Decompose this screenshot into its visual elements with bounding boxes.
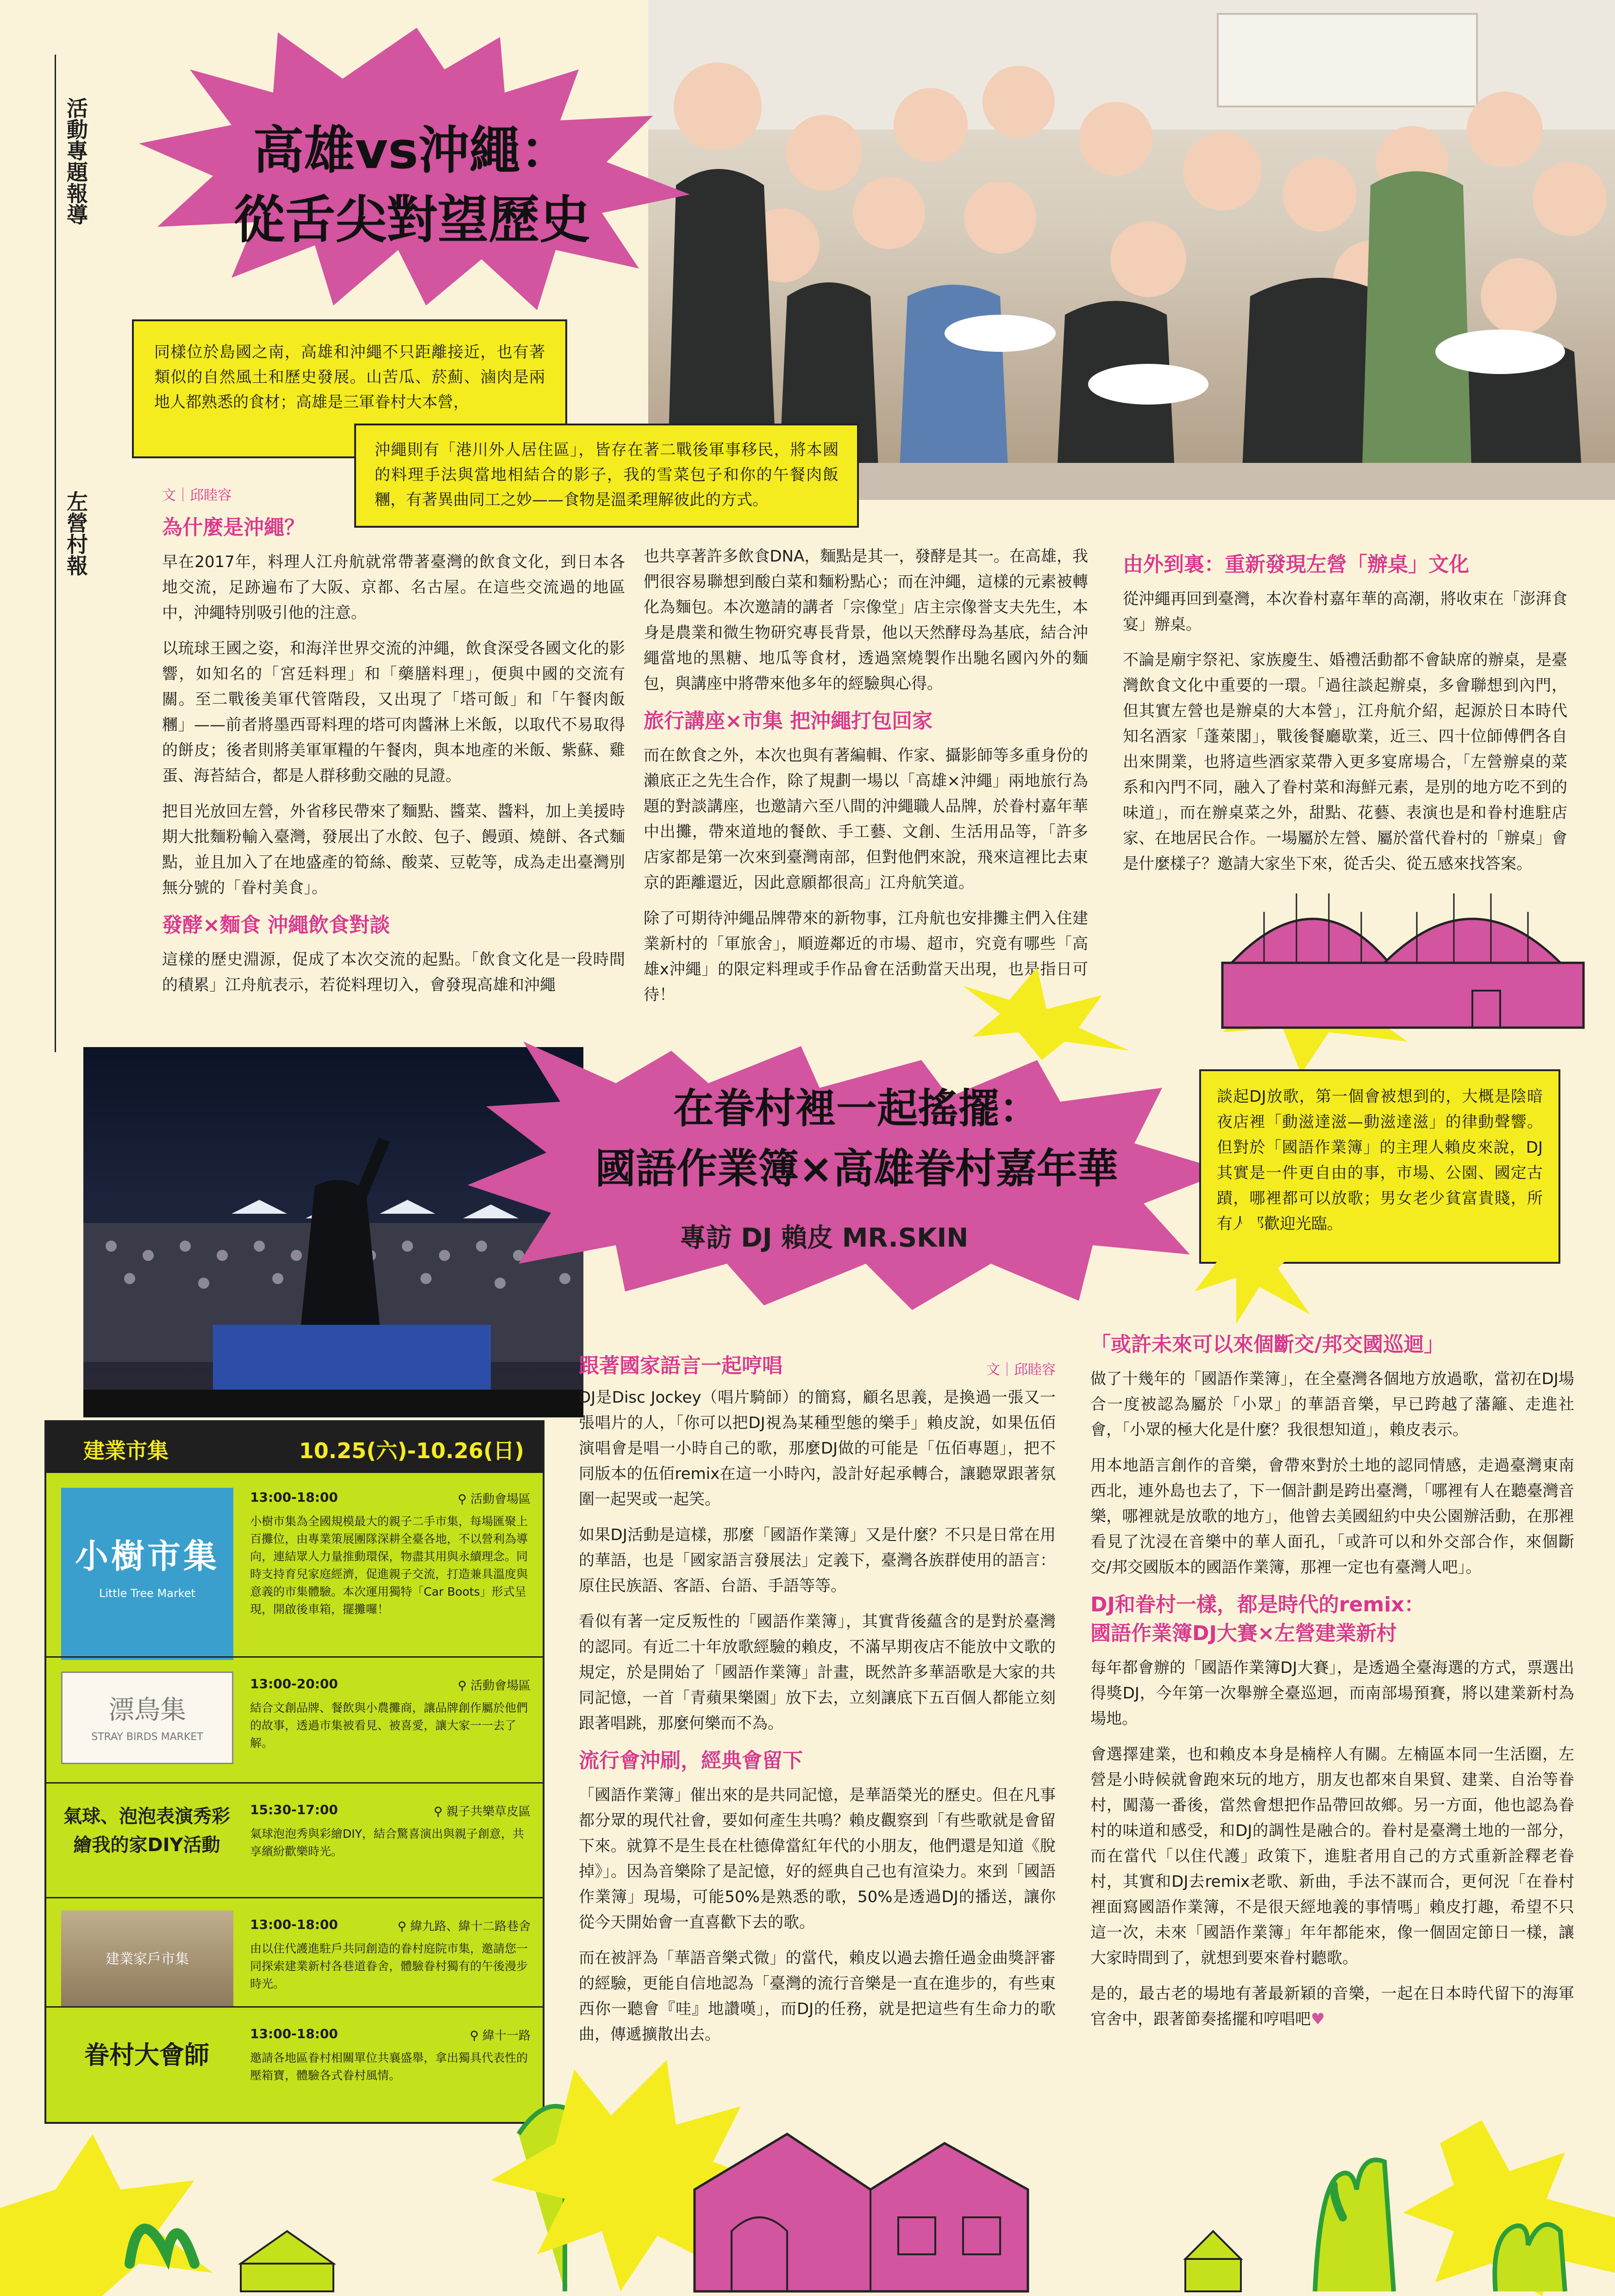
location-pin-icon: ⚲ [397,1920,410,1934]
market-dates: 10.25(六)-10.26(日) [299,1438,524,1463]
heading-national-language: 跟著國家語言一起哼唱 [579,1354,782,1378]
article2-col1 [579,1352,1056,2058]
paragraph: 這樣的歷史淵源，促成了本次交流的起點。「飲食文化是一段時間的積累」江舟航表示，若從料理切入，會發現高雄和沖繩 [162,950,625,994]
thumb-title: 建業家戶市集 [106,1951,189,1967]
article2-intro-text: 談起DJ放歌，第一個會被想到的，大概是陰暗夜店裡「動滋達滋—動滋達滋」的律動聲響。但對於「國語作業簿」的主理人賴皮來說，DJ其實是一件更自由的事，市場、公園、國定古蹟，哪裡都可以放歌；男女老少貧富貴賤，所有人都歡迎光臨。 [1217,1087,1543,1233]
thumb-sub: STRAY BIRDS MARKET [91,1731,203,1743]
paragraph: 用本地語言創作的音樂，會帶來對於土地的認同情感，走過臺灣東南西北，連外島也去了，下一個計劃是跨出臺灣，「哪裡有人在聽臺灣音樂，哪裡就是放歌的地方」，他曾去美國紐約中央公園辦活動，在那裡看見了沈浸在音樂中的華人面孔，「或許可以和外交部合作，來個斷交/邦交國版本的國語作業簿，那裡一定也有臺灣人吧」。 [1090,1456,1574,1577]
yellow-burst-right [1195,1204,1315,1324]
paragraph: 做了十幾年的「國語作業簿」，在全臺灣各個地方放過歌，當初在DJ場合一度被認為屬於「小眾」的華語音樂，早已跨越了藩籬、走進社會，「小眾的極大化是什麼？我很想知道」，賴皮表示。 [1090,1370,1574,1439]
market-header [46,1422,543,1473]
paragraph: 以琉球王國之姿，和海洋世界交流的沖繩，飲食深受各國文化的影響，如知名的「宮廷料理」和「藥膳料理」，便與中國的交流有關。至二戰後美軍代管階段，又出現了「塔可飯」和「午餐肉飯糰」——前者將墨西哥料理的塔可肉醬淋上米飯，以取代不易取得的餅皮；後者則將美軍軍糧的午餐肉，與本地產的米飯、紫蘇、雞蛋、海苔結合，都是人群移動交融的見證。 [162,639,625,785]
thumb-title: 氣球、泡泡表演秀彩繪我的家DIY活動 [63,1806,230,1856]
item-place-text: 活動會場區 [470,1679,531,1693]
paragraph: 早在2017年，料理人江舟航就常帶著臺灣的飲食文化，到日本各地交流，足跡遍布了大阪、京都、名古屋。在這些交流過的地區中，沖繩特別吸引他的注意。 [162,553,625,622]
location-pin-icon: ⚲ [457,1679,470,1693]
paragraph: 如果DJ活動是這樣，那麼「國語作業簿」又是什麼？不只是日常在用的華語，也是「國家語言發展法」定義下，臺灣各族群使用的語言：原住民族語、客語、台語、手語等等。 [579,1526,1056,1595]
article1-title-line2: 從舌尖對望歷史 [234,190,590,250]
paragraph: 看似有著一定反叛性的「國語作業簿」，其實背後蘊含的是對於臺灣的認同。有近二十年放歌經驗的賴皮，不滿早期夜店不能放中文歌的規定，於是開始了「國語作業簿」計畫，既然許多華語歌是大家的共同記憶，一首「青蘋果樂園」放下去，立刻讓底下五百個人都能立刻跟著唱跳，那麼何樂而不為。 [579,1612,1056,1733]
paragraph: 會選擇建業，也和賴皮本身是楠梓人有關。左楠區本同一生活圈，左營是小時候就會跑來玩的地方，朋友也都來自果貿、建業、自治等眷村，闖蕩一番後，當然會想把作品帶回故鄉。另一方面，他也認為眷村的味道和感受，和DJ的調性是融合的。眷村是臺灣土地的一部分，而在當代「以住代護」政策下，進駐者用自己的方式重新詮釋老眷村，其實和DJ去remix老歌、新曲，手法不謀而合，更何況「在眷村裡面寫國語作業簿，不是很天經地義的事情嗎」賴皮打趣，希望不只這一次，未來「國語作業簿」年年都能來，像一個固定節日一樣，讓大家時間到了，就想到要來眷村聽歌。 [1090,1745,1574,1967]
heading-dj-remix [1090,1591,1574,1619]
lead-text-2: 沖繩則有「港川外人居住區」，皆存在著二戰後軍事移民，將本國的料理手法與當地相結合的影子，我的雪菜包子和你的午餐肉飯糰，有著異曲同工之妙——食物是溫柔理解彼此的方式。 [375,441,839,509]
item-time: 13:00-20:00 [250,1676,338,1691]
item-place-text: 親子共樂草皮區 [446,1805,531,1819]
article1-col2 [644,544,1088,1018]
item-time: 15:30-17:00 [250,1802,338,1817]
heading-dj-remix-line1: DJ和眷村一樣，都是時代的remix： [1090,1593,1425,1616]
item-place-text: 緯九路、緯十二路巷舍 [410,1920,531,1934]
item-place [434,1802,531,1819]
item-place-text: 活動會場區 [470,1492,531,1506]
household-market-photo [61,1910,233,2008]
article2-subtitle: 專訪 DJ 賴皮 MR.SKIN [680,1223,969,1253]
item-desc: 氣球泡泡秀與彩繪DIY，結合驚喜演出與親子創意，共享繽紛歡樂時光。 [250,1827,524,1858]
building-illustration [1213,856,1593,1074]
article1-col3 [1123,544,1567,887]
stray-birds-logo [61,1672,233,1764]
item-desc: 邀請各地區眷村相關單位共襄盛舉，拿出獨具代表性的壓箱寶，體驗各式眷村風情。 [250,2051,528,2082]
closing-text: 是的，最古老的場地有著最新穎的音樂，一起在日本時代留下的海軍官舍中，跟著節奏搖擺和哼唱吧 [1090,1984,1574,2028]
item-desc: 結合文創品牌、餐飲與小農攤商，讓品牌創作屬於他們的故事，透過市集被看見、被喜愛，讓大家一一去了解。 [250,1701,528,1750]
thumb-title: 小樹市集 [75,1537,219,1576]
little-tree-logo [61,1488,233,1660]
item-place [398,1917,531,1934]
article2-byline: 文｜邱睦容 [986,1362,1056,1378]
heading-fermentation: 發酵×麵食 沖繩飲食對談 [162,913,390,937]
article1-title-line1: 高雄vs沖繩： [253,121,571,180]
paragraph: 而在被評為「華語音樂式微」的當代，賴皮以過去擔任過金曲獎評審的經驗，更能自信地認為「臺灣的流行音樂是一直在進步的，有些東西你一聽會『哇』地讚嘆」，而DJ的任務，就是把這些有生命力的歌曲，傳遞擴散出去。 [579,1949,1056,2044]
heading-travel-lecture: 旅行講座×市集 把沖繩打包回家 [644,709,933,733]
thumb-title: 漂鳥集 [108,1695,186,1725]
article1-col1 [162,484,625,1008]
market-item [44,1897,545,2019]
article2-col2 [1090,1324,1574,2042]
heading-diplomatic-tour: 「或許未來可以來個斷交/邦交國巡迴」 [1090,1333,1445,1356]
item-time: 13:00-18:00 [250,2026,338,2041]
item-place-text: 緯十一路 [482,2029,531,2043]
heading-why-okinawa: 為什麼是沖繩？ [162,516,305,539]
heart-icon: ♥ [1311,2010,1325,2028]
heading-classics-remain: 流行會沖刷，經典會留下 [579,1749,803,1772]
location-pin-icon: ⚲ [433,1805,446,1819]
item-desc: 小樹市集為全國規模最大的親子二手市集，每場匯聚上百攤位，由專業策展團隊深耕全臺各地，不以營利為導向，連結眾人力量推動環保，物盡其用與永續理念。同時支持育兒家庭經濟，促進親子交流，打造兼具溫度與意義的市集體驗。本次運用獨特「Car Boots」形式呈現，開啟後車箱，擺攤囉！ [250,1515,528,1616]
item-time: 13:00-18:00 [250,1917,338,1932]
paragraph: 把目光放回左營，外省移民帶來了麵點、醬菜、醬料，加上美援時期大批麵粉輸入臺灣，發展出了水餃、包子、饅頭、燒餅、各式麵點，並且加入了在地盛產的筍絲、酸菜、豆乾等，成為走出臺灣別無分號的「眷村美食」。 [162,802,625,897]
sidebar-rule [55,55,56,1052]
heading-banquet: 由外到裏：重新發現左營「辦桌」文化 [1123,553,1469,576]
location-pin-icon: ⚲ [457,1492,470,1506]
market-title: 建業市集 [83,1438,169,1463]
sidebar-section-label: 活動專題報導 [63,97,88,225]
article1-byline: 文｜邱睦容 [162,487,232,504]
thumb-sub: Little Tree Market [99,1587,196,1600]
article2-title [509,1079,1204,1199]
market-item [44,1782,545,1899]
sidebar-paper-name: 左營村報 [63,491,88,576]
article1-title [204,116,620,255]
article2-title-line2: 國語作業簿×高雄眷村嘉年華 [595,1145,1118,1192]
paragraph: 不論是廟宇祭祀、家族慶生、婚禮活動都不會缺席的辦桌，是臺灣飲食文化中重要的一環。「過往談起辦桌，多會聯想到內門，但其實左營也是辦桌的大本營」，江舟航介紹，起源於日本時代知名酒家「蓬萊閣」，戰後餐廳歇業，近三、四十位師傅們各自出來開業，也將這些酒家菜帶入更多宴席場合，「左營辦桌的菜系和內門不同，融入了眷村菜和海鮮元素，是別的地方吃不到的味道」，而在辦桌菜之外，甜點、花藝、表演也是和眷村進駐店家、在地居民合作。一場屬於左營、屬於當代眷村的「辦桌」會是什麼樣子？邀請大家坐下來，從舌尖、從五感來找答案。 [1123,651,1567,873]
bottom-illustration [0,2014,1615,2296]
market-item [44,1656,545,1783]
paragraph: 從沖繩再回到臺灣，本次眷村嘉年華的高潮，將收束在「澎湃食宴」辦桌。 [1123,590,1567,634]
paragraph: 每年都會辦的「國語作業簿DJ大賽」，是透過全臺海選的方式，票選出得獎DJ，今年第一次舉辦全臺巡迴，而南部場預賽，將以建業新村為場地。 [1090,1659,1574,1728]
article2-title-line1: 在眷村裡一起搖擺： [673,1085,1040,1132]
thumb-title: 眷村大會師 [84,2040,209,2070]
item-place [458,1490,531,1507]
paragraph: 除了可期待沖繩品牌帶來的新物事，江舟航也安排攤主們入住建業新村的「軍旅舍」，順遊鄰近的市場、超市，究竟有哪些「高雄x沖繩」的限定料理或手作品會在活動當天出現，也是指日可待！ [644,909,1088,1004]
paragraph: 「國語作業簿」催出來的是共同記憶，是華語榮光的歷史。但在凡事都分眾的現代社會，要如何產生共鳴？賴皮觀察到「有些歌就是會留下來。就算不是生長在杜德偉當紅年代的小朋友，他們還是知道《脫掉》」。因為音樂除了是記憶，好的經典自己也有渲染力。來到「國語作業簿」現場，可能50%是熟悉的歌，50%是透過DJ的播送，讓你從今天開始會一直喜歡下去的歌。 [579,1786,1056,1932]
heading-dj-contest: 國語作業簿DJ大賽×左營建業新村 [1090,1622,1397,1645]
paragraph: 也共享著許多飲食DNA，麵點是其一，發酵是其一。在高雄，我們很容易聯想到酸白菜和麵粉點心；而在沖繩，這樣的元素被轉化為麵包。本次邀請的講者「宗像堂」店主宗像誉支夫先生，本身是農業和微生物研究專長背景，他以天然酵母為基底，結合沖繩當地的黑糖、地瓜等食材，透過窯燒製作出馳名國內外的麵包，與講座中將帶來他多年的經驗與心得。 [644,547,1088,693]
item-place [458,1676,531,1693]
lead-text-1: 同樣位於島國之南，高雄和沖繩不只距離接近，也有著類似的自然風土和歷史發展。山苦瓜、菸薊、滷肉是兩地人都熟悉的食材；高雄是三軍眷村大本營， [154,343,545,412]
item-time: 13:00-18:00 [250,1490,338,1505]
location-pin-icon: ⚲ [469,2029,482,2043]
paragraph: DJ是Disc Jockey（唱片騎師）的簡寫，顧名思義，是換過一張又一張唱片的人，「你可以把DJ視為某種型態的樂手」賴皮說，如果伍佰演唱會是唱一小時自己的歌，那麼DJ做的可能是「伍佰專題」，把不同版本的伍佰remix在這一小時內，設計好起承轉合，讓聽眾跟著氛圍一起哭或一起笑。 [579,1388,1056,1509]
paragraph: 而在飲食之外，本次也與有著編輯、作家、攝影師等多重身份的瀨底正之先生合作，除了規劃一場以「高雄×沖繩」兩地旅行為題的對談講座，也邀請六至八間的沖繩職人品牌，於眷村嘉年華中出攤，帶來道地的餐飲、手工藝、文創、生活用品等，「許多店家都是第一次來到臺灣南部，但對他們來說，飛來這裡比去東京的距離還近，因此意願都很高」江舟航笑道。 [644,746,1088,892]
item-desc: 由以住代護進駐戶共同創造的眷村庭院市集，邀請您一同探索建業新村各巷道眷舍，體驗眷村獨有的午後漫步時光。 [250,1942,528,1990]
yellow-burst-left [963,967,1130,1060]
